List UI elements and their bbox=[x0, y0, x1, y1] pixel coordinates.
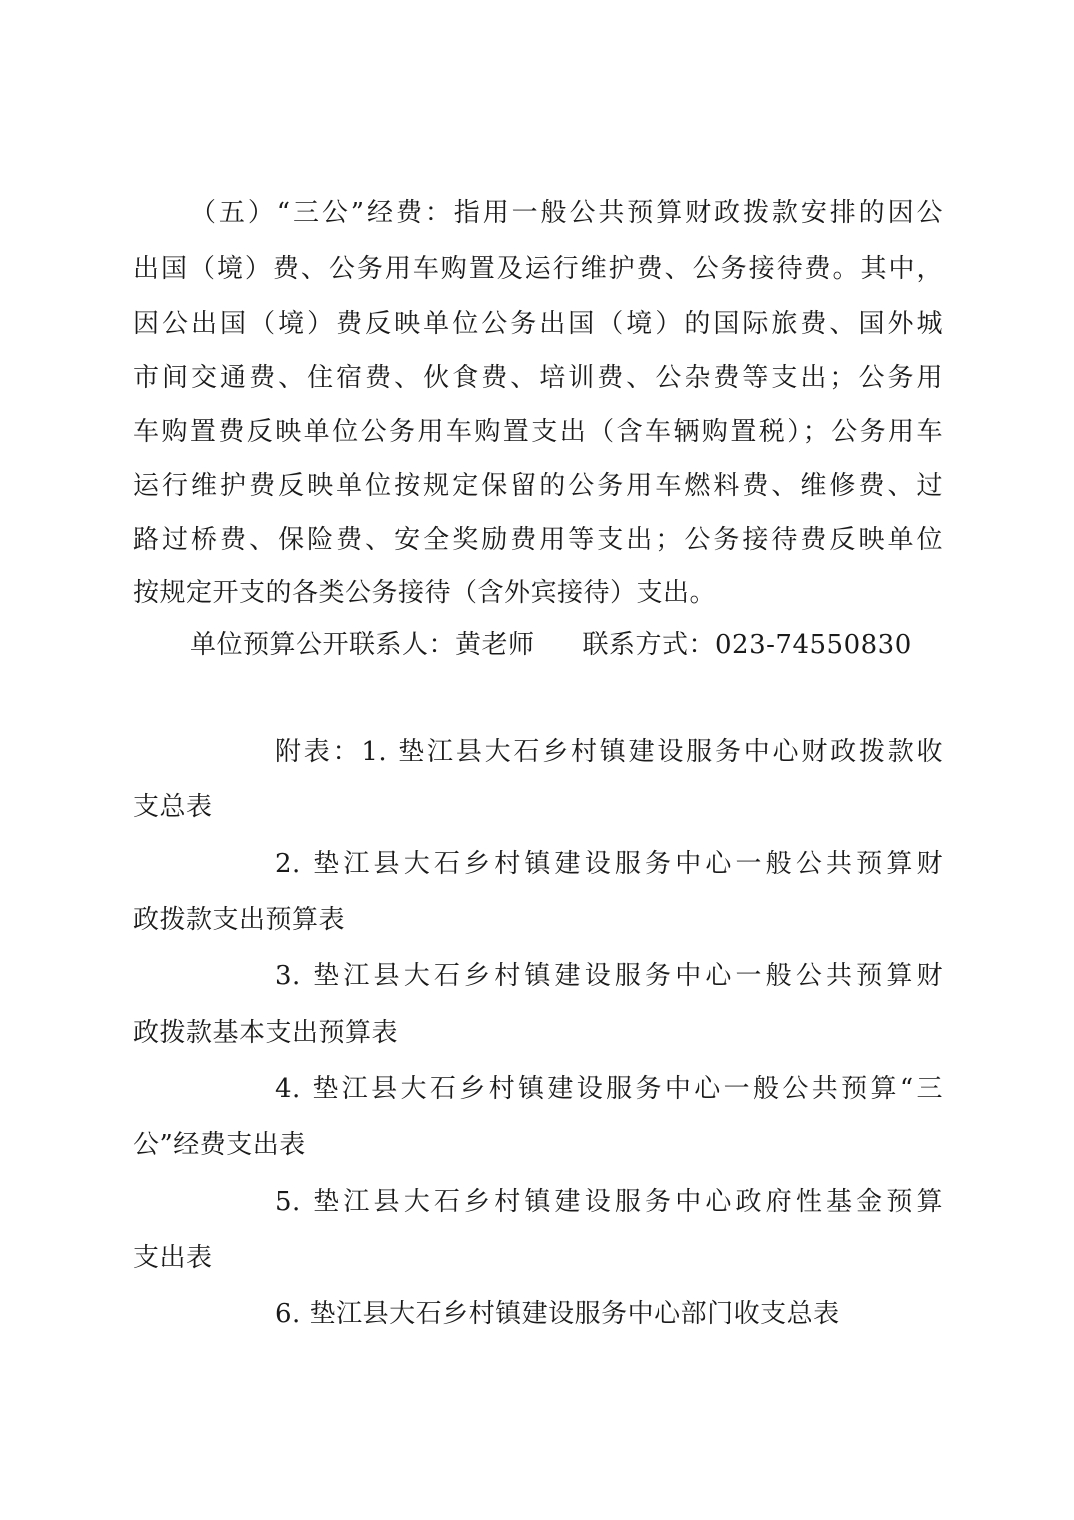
contact-line bbox=[190, 627, 912, 663]
attachment-item-line: 4. 垫江县大石乡村镇建设服务中心一般公共预算“三 bbox=[275, 1074, 943, 1104]
attachment-item-line: 支总表 bbox=[133, 792, 213, 822]
attachment-item-line: 3. 垫江县大石乡村镇建设服务中心一般公共预算财 bbox=[275, 961, 943, 991]
paragraph-line: 运行维护费反映单位按规定保留的公务用车燃料费、维修费、过 bbox=[133, 471, 943, 501]
paragraph-line: 因公出国（境）费反映单位公务出国（境）的国际旅费、国外城 bbox=[133, 309, 943, 339]
attachment-item-line: 公”经费支出表 bbox=[133, 1130, 306, 1160]
attachment-item-line: 2. 垫江县大石乡村镇建设服务中心一般公共预算财 bbox=[275, 849, 943, 879]
paragraph-line: 按规定开支的各类公务接待（含外宾接待）支出。 bbox=[133, 578, 717, 608]
contact-person: 单位预算公开联系人：黄老师 bbox=[190, 630, 535, 660]
paragraph-line: 路过桥费、保险费、安全奖励费用等支出；公务接待费反映单位 bbox=[133, 525, 943, 555]
paragraph-line: 出国（境）费、公务用车购置及运行维护费、公务接待费。其中， bbox=[133, 254, 943, 284]
attachment-item-line: 附表：1. 垫江县大石乡村镇建设服务中心财政拨款收 bbox=[275, 737, 943, 767]
attachment-item-line: 6. 垫江县大石乡村镇建设服务中心部门收支总表 bbox=[275, 1299, 840, 1329]
attachment-item-line: 政拨款基本支出预算表 bbox=[133, 1018, 399, 1048]
attachment-item-line: 5. 垫江县大石乡村镇建设服务中心政府性基金预算 bbox=[275, 1187, 943, 1217]
attachment-item-line: 支出表 bbox=[133, 1243, 213, 1273]
paragraph-line: 车购置费反映单位公务用车购置支出（含车辆购置税）；公务用车 bbox=[133, 417, 943, 447]
paragraph-line: 市间交通费、住宿费、伙食费、培训费、公杂费等支出；公务用 bbox=[133, 363, 943, 393]
contact-phone: 联系方式：023-74550830 bbox=[582, 630, 912, 660]
paragraph-line: （五）“三公”经费：指用一般公共预算财政拨款安排的因公 bbox=[190, 198, 943, 228]
attachment-item-line: 政拨款支出预算表 bbox=[133, 905, 346, 935]
